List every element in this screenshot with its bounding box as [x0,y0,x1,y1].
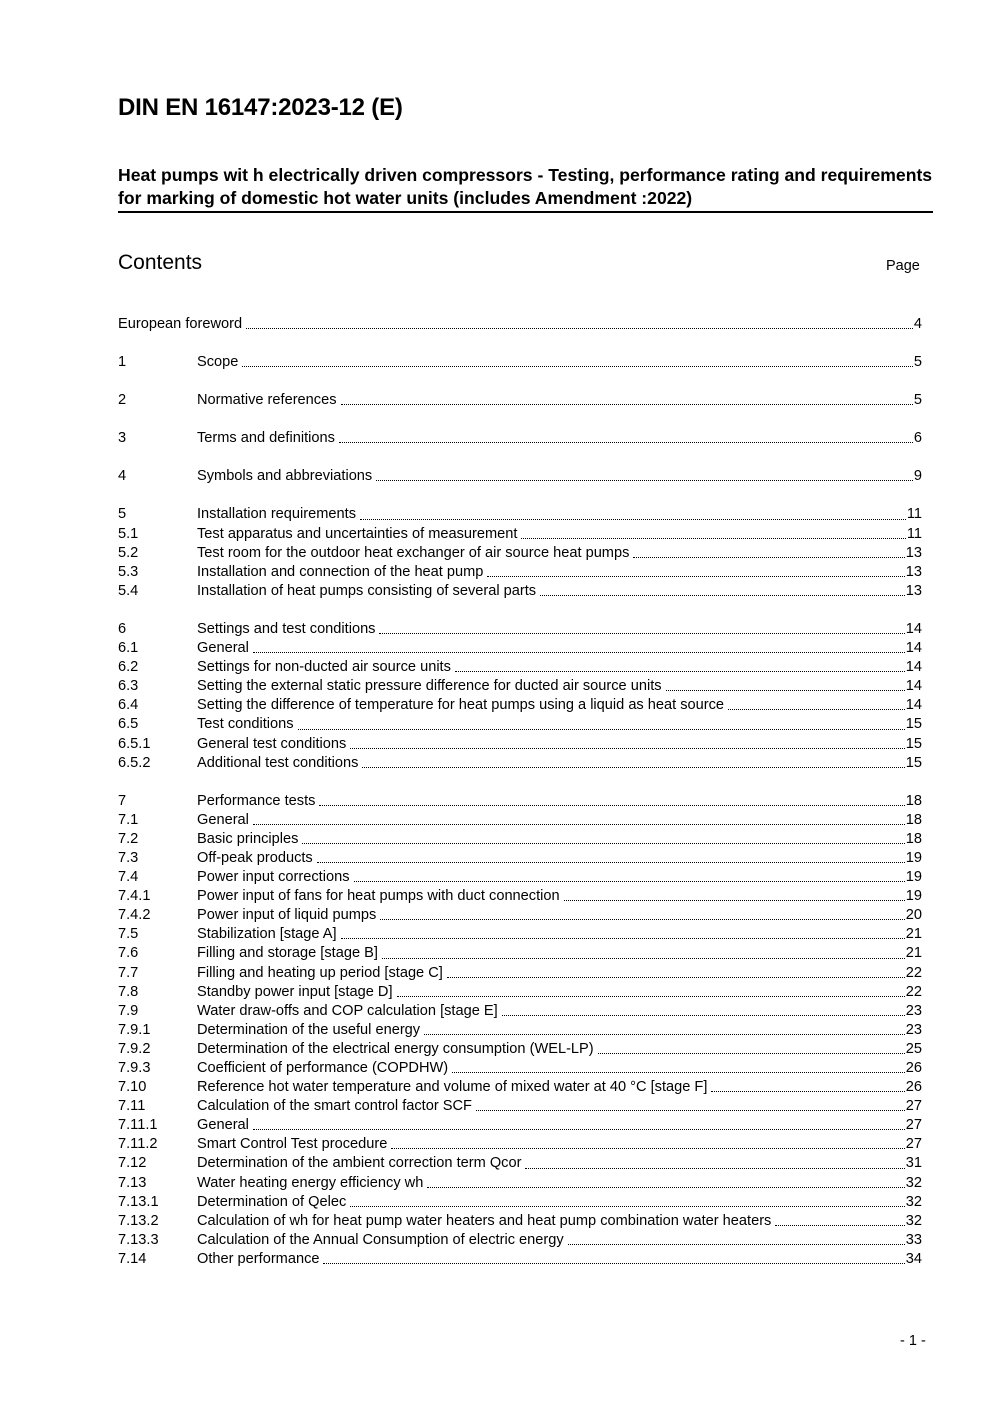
toc-entry-page: 14 [905,620,922,637]
toc-entry-page: 5 [913,392,922,409]
toc-entry-number: 7 [118,792,127,809]
toc-dot-leader [536,582,906,601]
toc-entry[interactable] [118,1021,922,1040]
toc-entry-title: Setting the difference of temperature for heat pumps using a liquid as heat source [197,697,725,714]
toc-entry[interactable] [118,1059,922,1078]
page-column-heading: Page [886,258,920,274]
toc-entry-number: 1 [118,354,127,371]
toc-entry[interactable] [118,505,922,524]
toc-entry-page: 5 [913,354,922,371]
toc-entry-number: 7.11.1 [118,1117,158,1134]
toc-entry-body [197,1231,922,1250]
toc-entry-number: 5.2 [118,544,139,561]
toc-entry-number: 6.5.2 [118,754,151,771]
toc-dot-leader [483,563,905,582]
toc-entry-page: 18 [905,811,922,828]
toc-section-group [118,505,922,600]
toc-entry[interactable] [118,983,922,1002]
toc-entry-page: 14 [905,678,922,695]
toc-entry[interactable] [118,1212,922,1231]
toc-dot-leader [337,925,906,944]
page-number: - 1 - [900,1333,926,1349]
toc-entry-title: Coefficient of performance (COPDHW) [197,1060,449,1076]
toc-entry-page: 6 [913,430,922,447]
toc-dot-leader [472,1097,906,1116]
toc-entry-number: 6.5 [118,716,139,733]
toc-entry-title: Stabilization [stage A] [197,926,337,943]
toc-entry-body [197,1040,922,1059]
toc-entry-body [197,429,922,448]
toc-entry-page: 25 [905,1040,922,1057]
toc-entry-page: 11 [906,525,922,542]
toc-entry-body [197,353,922,372]
toc-entry[interactable] [118,429,922,448]
toc-entry-number: 5.3 [118,563,139,580]
toc-entry-body [197,792,922,811]
toc-entry-number: 7.12 [118,1155,147,1172]
toc-entry-number: 5.4 [118,582,139,599]
toc-entry[interactable] [118,563,922,582]
toc-entry-title: Other performance [197,1250,320,1267]
toc-entry-body [197,582,922,601]
toc-entry-title: Reference hot water temperature and volume of mixed water at 40 °C [stage F] [197,1079,708,1096]
toc-entry[interactable] [118,1116,922,1135]
toc-entry-number: 6.5.1 [118,735,151,752]
toc-entry[interactable] [118,315,922,334]
toc-entry-body [197,1250,922,1269]
toc-entry-page: 21 [905,926,922,943]
toc-entry-title: Determination of the ambient correction term Qcor [197,1155,522,1172]
toc-entry-title: Installation and connection of the heat pump [197,563,484,580]
toc-entry-number: 7.2 [118,830,139,847]
toc-entry-body [197,1002,922,1021]
toc-entry-page: 19 [905,888,922,905]
toc-entry[interactable] [118,792,922,811]
toc-entry-page: 13 [905,563,922,580]
toc-dot-leader [376,906,905,925]
toc-entry-number: 7.6 [118,945,139,962]
toc-entry-number: 7.5 [118,926,139,943]
table-of-contents [118,315,922,1288]
toc-entry[interactable] [118,467,922,486]
toc-entry-title: Test apparatus and uncertainties of measurement [197,525,518,542]
toc-dot-leader [707,1078,905,1097]
toc-entry-number: 7.9.3 [118,1060,151,1076]
toc-entry-body [197,1212,922,1231]
toc-entry-title: General [197,811,249,828]
toc-entry-body [197,830,922,849]
toc-entry-title: Filling and storage [stage B] [197,945,378,962]
toc-dot-leader [560,887,906,906]
toc-entry[interactable] [118,391,922,410]
toc-dot-leader [378,944,906,963]
toc-entry-title: Off-peak products [197,849,313,866]
toc-section-group [118,391,922,410]
toc-entry-page: 33 [905,1231,922,1248]
toc-entry-title: Additional test conditions [197,754,359,771]
toc-entry-body [197,1059,922,1078]
toc-entry-title: Test room for the outdoor heat exchanger of air source heat pumps [197,544,630,561]
toc-entry-body [197,1135,922,1154]
toc-entry[interactable] [118,1135,922,1154]
toc-entry-page: 22 [905,964,922,981]
toc-dot-leader [521,1154,905,1173]
toc-entry-page: 23 [905,1002,922,1019]
toc-dot-leader [517,525,906,544]
toc-entry-title: Settings and test conditions [197,620,376,637]
toc-dot-leader [356,505,907,524]
toc-dot-leader [346,735,906,754]
toc-section-group [118,429,922,448]
toc-entry-title: General test conditions [197,735,347,752]
toc-entry-body [197,944,922,963]
toc-entry-page: 19 [905,869,922,886]
toc-dot-leader [387,1135,905,1154]
toc-entry-title: Standby power input [stage D] [197,983,393,1000]
toc-entry-body [197,715,922,734]
toc-entry-number: 7.9 [118,1002,139,1019]
toc-dot-leader [249,811,906,830]
toc-entry-page: 18 [905,830,922,847]
toc-entry-number: 7.13.1 [118,1193,159,1210]
toc-section-group [118,353,922,372]
toc-entry[interactable] [118,1193,922,1212]
toc-entry[interactable] [118,1040,922,1059]
toc-dot-leader [498,1002,906,1021]
toc-entry-title: Calculation of the Annual Consumption of electric energy [197,1231,564,1248]
toc-entry-body [197,639,922,658]
toc-dot-leader [337,391,914,410]
toc-entry-number: 7.10 [118,1079,147,1096]
toc-entry-title: Calculation of the smart control factor SCF [197,1098,472,1115]
toc-entry-number: 7.13 [118,1174,147,1191]
toc-entry[interactable] [118,735,922,754]
toc-entry-title: Installation requirements [197,506,356,523]
toc-entry-title: Water heating energy efficiency wh [197,1174,424,1191]
toc-entry-body [197,735,922,754]
toc-entry-body [197,964,922,983]
toc-dot-leader [242,315,914,334]
toc-entry-title: Basic principles [197,830,299,847]
toc-entry-page: 15 [905,716,922,733]
toc-entry[interactable] [118,1154,922,1173]
toc-entry[interactable] [118,1250,922,1269]
toc-entry-number: 2 [118,392,127,409]
toc-entry[interactable] [118,868,922,887]
toc-entry-title: Filling and heating up period [stage C] [197,964,443,981]
toc-dot-leader [771,1212,905,1231]
toc-section-group [118,467,922,486]
toc-dot-leader [420,1021,906,1040]
contents-heading: Contents [118,251,203,274]
toc-entry-body [197,1174,922,1193]
toc-entry-body [197,983,922,1002]
toc-dot-leader [448,1059,906,1078]
toc-entry-page: 27 [905,1117,922,1134]
toc-entry-number: 3 [118,430,127,447]
toc-entry-body [197,849,922,868]
toc-entry-body [197,1078,922,1097]
toc-entry[interactable] [118,887,922,906]
toc-entry-body [118,315,922,334]
toc-entry-page: 15 [905,754,922,771]
toc-entry-number: 7.8 [118,983,139,1000]
toc-entry-number: 7.14 [118,1250,147,1267]
toc-entry-body [197,925,922,944]
toc-entry-number: 7.9.2 [118,1040,151,1057]
toc-entry-page: 34 [905,1250,922,1267]
toc-entry-body [197,505,922,524]
toc-entry-body [197,525,922,544]
toc-entry-page: 18 [905,792,922,809]
toc-entry-page: 21 [905,945,922,962]
toc-entry-page: 13 [905,544,922,561]
toc-entry-number: 4 [118,468,127,485]
toc-entry[interactable] [118,964,922,983]
toc-entry-title: Setting the external static pressure difference for ducted air source units [197,678,662,695]
toc-entry[interactable] [118,906,922,925]
toc-entry-title: Symbols and abbreviations [197,468,373,485]
toc-entry-body [197,887,922,906]
toc-entry-page: 32 [905,1212,922,1229]
toc-entry-page: 27 [905,1136,922,1153]
toc-entry-body [197,1097,922,1116]
toc-entry-number: 7.13.2 [118,1212,159,1229]
toc-entry-page: 26 [905,1079,922,1096]
toc-entry-body [197,544,922,563]
document-id: DIN EN 16147:2023-12 (E) [118,94,403,121]
toc-entry-body [197,1116,922,1135]
toc-entry-number: 5.1 [118,525,139,542]
toc-entry-title: Determination of Qelec [197,1193,347,1210]
toc-entry-body [197,754,922,773]
toc-dot-leader [423,1174,905,1193]
toc-dot-leader [346,1193,906,1212]
toc-entry[interactable] [118,1002,922,1021]
toc-dot-leader [724,696,906,715]
toc-entry[interactable] [118,639,922,658]
toc-entry[interactable] [118,582,922,601]
document-subtitle: Heat pumps wit h electrically driven compressors - Testing, performance rating and requirements for marking of domestic hot water units (includes Amendment :2022) [118,164,933,213]
toc-entry-number: 7.4 [118,869,139,886]
toc-entry-number: 6.2 [118,659,139,676]
toc-entry-page: 20 [905,907,922,924]
toc-entry[interactable] [118,353,922,372]
toc-entry-body [197,696,922,715]
toc-entry[interactable] [118,1078,922,1097]
toc-entry-title: Performance tests [197,792,316,809]
toc-entry[interactable] [118,696,922,715]
toc-entry-number: 7.4.2 [118,907,151,924]
toc-entry-number: 6.1 [118,640,139,657]
toc-entry-title: Calculation of wh for heat pump water heaters and heat pump combination water heaters [197,1212,772,1229]
toc-entry-body [197,868,922,887]
toc-entry-title: Power input corrections [197,869,350,886]
toc-entry-page: 31 [905,1155,922,1172]
toc-entry-title: Determination of the useful energy [197,1021,421,1038]
toc-entry-number: 7.13.3 [118,1231,159,1248]
toc-entry-body [197,1154,922,1173]
toc-entry[interactable] [118,1174,922,1193]
toc-entry-page: 13 [905,582,922,599]
toc-dot-leader [294,715,906,734]
toc-dot-leader [443,964,906,983]
toc-entry-number: 7.7 [118,964,139,981]
toc-entry-title: Test conditions [197,716,294,733]
toc-dot-leader [564,1231,906,1250]
toc-entry-page: 14 [905,640,922,657]
toc-dot-leader [372,467,914,486]
toc-entry-body [197,563,922,582]
toc-dot-leader [249,1116,906,1135]
toc-entry-number: 7.11.2 [118,1136,158,1153]
toc-entry-page: 27 [905,1098,922,1115]
toc-dot-leader [315,792,905,811]
toc-entry-title: Smart Control Test procedure [197,1136,388,1153]
toc-dot-leader [249,639,906,658]
toc-dot-leader [319,1250,905,1269]
toc-entry-page: 32 [905,1174,922,1191]
toc-entry-title: Water draw-offs and COP calculation [stage E] [197,1002,498,1019]
toc-entry-page: 23 [905,1021,922,1038]
toc-dot-leader [375,620,905,639]
toc-entry[interactable] [118,525,922,544]
toc-entry-number: 7.9.1 [118,1021,151,1038]
toc-entry[interactable] [118,811,922,830]
toc-entry-body [197,906,922,925]
toc-entry[interactable] [118,1097,922,1116]
toc-entry-page: 14 [905,697,922,714]
toc-entry-title: Power input of fans for heat pumps with duct connection [197,888,560,905]
toc-entry-page: 22 [905,983,922,1000]
toc-entry-number: 6 [118,620,127,637]
toc-dot-leader [629,544,905,563]
toc-dot-leader [238,353,913,372]
toc-entry-body [197,391,922,410]
toc-entry[interactable] [118,849,922,868]
toc-entry-page: 26 [905,1060,922,1076]
toc-entry-body [197,677,922,696]
toc-entry-title: General [197,1117,249,1134]
toc-entry-body [197,1021,922,1040]
toc-entry-title: General [197,640,249,657]
toc-section-group [118,620,922,773]
toc-entry-number: 6.4 [118,697,139,714]
toc-dot-leader [350,868,906,887]
toc-entry[interactable] [118,925,922,944]
toc-dot-leader [662,677,906,696]
toc-entry-number: 7.3 [118,849,139,866]
toc-entry-title: Normative references [197,392,337,409]
toc-entry-body [197,620,922,639]
toc-entry-page: 19 [905,849,922,866]
toc-section-group [118,792,922,1269]
toc-entry-title: Terms and definitions [197,430,335,447]
toc-entry-title: Determination of the electrical energy consumption (WEL-LP) [197,1040,594,1057]
toc-entry-title: Settings for non-ducted air source units [197,659,451,676]
toc-section-group [118,315,922,334]
toc-entry[interactable] [118,1231,922,1250]
toc-entry[interactable] [118,715,922,734]
toc-entry[interactable] [118,620,922,639]
toc-entry-page: 15 [905,735,922,752]
toc-dot-leader [594,1040,906,1059]
toc-entry-body [197,1193,922,1212]
toc-entry-title: Power input of liquid pumps [197,907,377,924]
toc-entry-title: Installation of heat pumps consisting of several parts [197,582,537,599]
toc-dot-leader [335,429,914,448]
toc-entry-body [197,658,922,677]
toc-entry-page: 9 [913,468,922,485]
toc-dot-leader [358,754,905,773]
toc-entry-number: 7.4.1 [118,888,151,905]
toc-entry-page: 11 [906,506,922,523]
toc-entry[interactable] [118,944,922,963]
toc-entry[interactable] [118,830,922,849]
toc-entry-title: European foreword [118,316,243,332]
toc-dot-leader [451,658,906,677]
toc-entry[interactable] [118,677,922,696]
toc-entry-page: 14 [905,659,922,676]
toc-entry-number: 5 [118,506,127,523]
toc-entry-page: 32 [905,1193,922,1210]
toc-entry-page: 4 [913,316,922,332]
toc-entry[interactable] [118,544,922,563]
toc-entry-body [197,811,922,830]
toc-entry[interactable] [118,658,922,677]
toc-entry-number: 7.11 [118,1098,146,1115]
toc-dot-leader [298,830,905,849]
toc-dot-leader [393,983,906,1002]
toc-entry-title: Scope [197,354,239,371]
toc-entry-number: 6.3 [118,678,139,695]
toc-dot-leader [313,849,906,868]
toc-entry-body [197,467,922,486]
toc-entry[interactable] [118,754,922,773]
toc-entry-number: 7.1 [118,811,139,828]
